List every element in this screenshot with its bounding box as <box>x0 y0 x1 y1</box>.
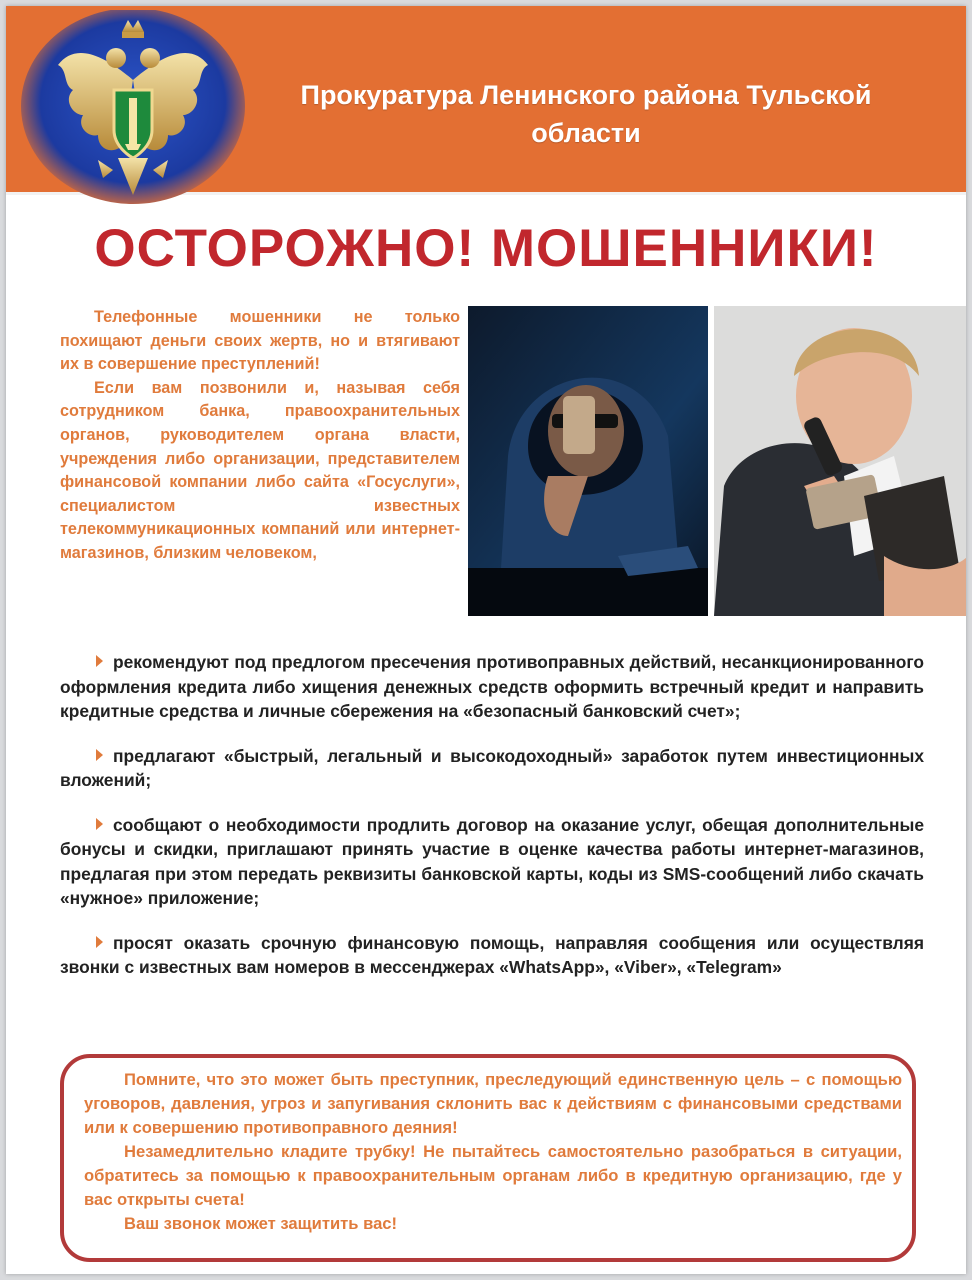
warning-text <box>84 1068 902 1236</box>
list-item: предлагают «быстрый, легальный и высокодоходный» заработок путем инвестиционных вложений; <box>60 745 924 790</box>
bullet-arrow-icon <box>96 655 103 667</box>
warning-paragraph: Незамедлительно кладите трубку! Не пытайтесь самостоятельно разобраться в ситуации, обратитесь за помощью к правоохранительным органам либо в кредитную организацию, где у вас открыты счета! <box>84 1142 902 1209</box>
page-title: ОСТОРОЖНО! МОШЕННИКИ! <box>94 219 878 278</box>
intro-text <box>60 306 460 566</box>
poster <box>6 6 966 1274</box>
intro-paragraph: Если вам позвонили и, называя себя сотрудником банка, правоохранительных органов, руководителем органа власти, учреждения либо организации, представителем финансовой компании либо сайта «Госуслуги», специалистом известных телекоммуникационных компаний или интернет-магазинов, близким человеком, <box>60 378 460 562</box>
warning-paragraph: Ваш звонок может защитить вас! <box>124 1214 398 1233</box>
hacker-photo <box>468 306 708 616</box>
fraud-methods-list <box>60 650 924 1000</box>
warning-paragraph: Помните, что это может быть преступник, преследующий единственную цель – с помощью уговоров, давления, угроз и запугивания склонить вас к действиям с финансовыми средствами или к совершению противоправного деяния! <box>84 1070 902 1137</box>
list-item: рекомендуют под предлогом пресечения противоправных действий, несанкционированного оформления кредита либо хищения денежных средств оформить встречный кредит и направить кредитные средства и личные сбережения на «безопасный банковский счет»; <box>60 652 924 721</box>
prosecutor-emblem-icon <box>18 10 248 210</box>
list-item: сообщают о необходимости продлить договор на оказание услуг, обещая дополнительные бонусы и скидки, приглашают принять участие в оценке качества работы интернет-магазинов, предлагая при этом передать реквизиты банковской карты, коды из SMS-сообщений либо скачать «нужное» приложение; <box>60 814 924 908</box>
bullet-arrow-icon <box>96 936 103 948</box>
intro-paragraph: Телефонные мошенники не только похищают деньги своих жертв, но и втягивают их в совершение преступлений! <box>60 308 460 374</box>
bullet-arrow-icon <box>96 818 103 830</box>
list-item: просят оказать срочную финансовую помощь, направляя сообщения или осуществляя звонки с известных вам номеров в мессенджерах «WhatsApp», «Viber», «Telegram» <box>60 932 924 977</box>
organization-title: Прокуратура Ленинского района Тульской области <box>300 80 872 148</box>
businessman-photo <box>714 306 966 616</box>
bullet-arrow-icon <box>96 749 103 761</box>
